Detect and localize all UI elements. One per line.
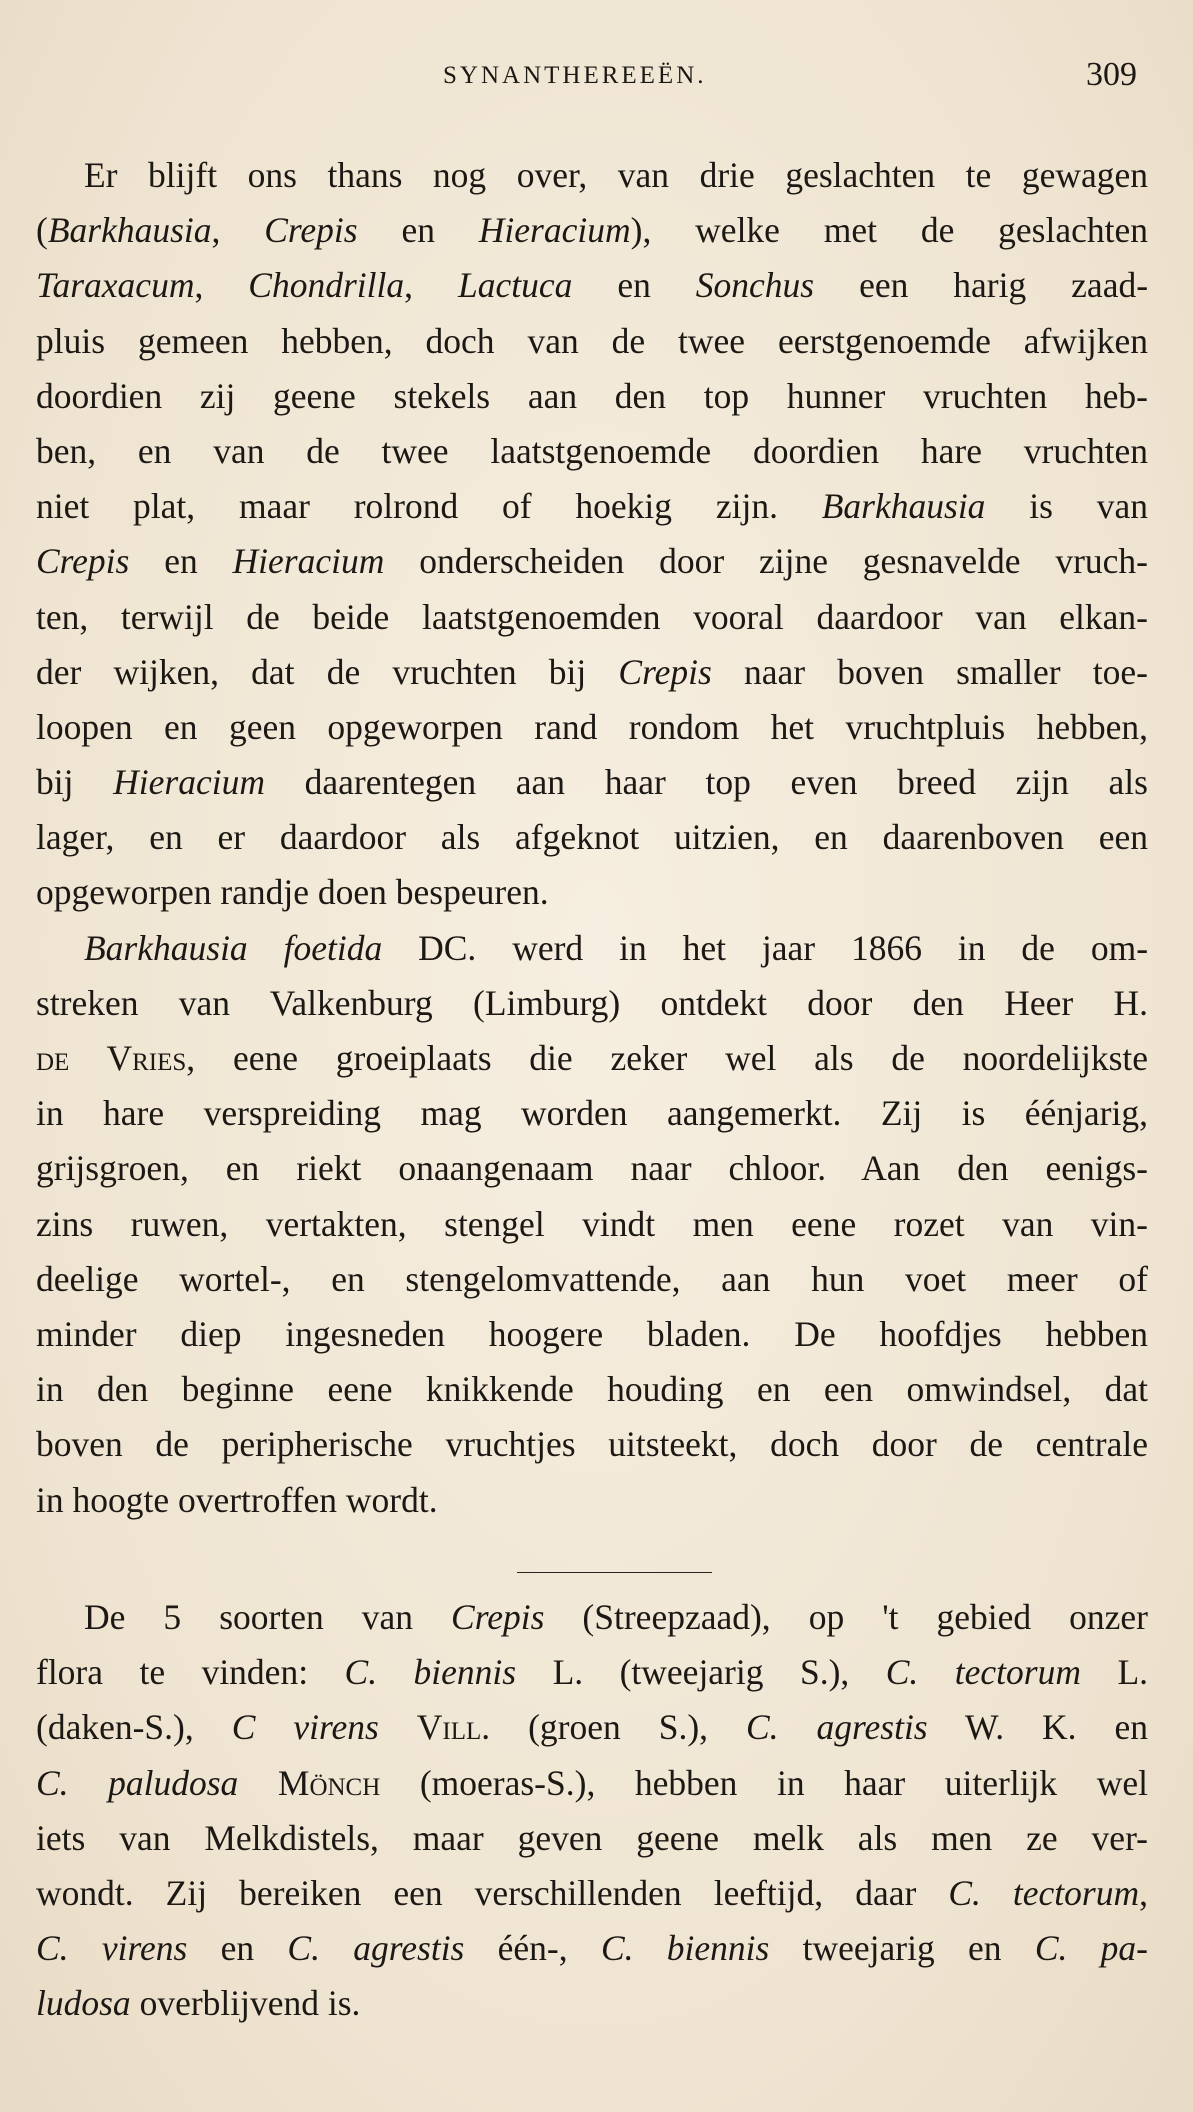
paragraph-3 [36, 1590, 1148, 2032]
page-number: 309 [1086, 56, 1137, 93]
text-line: C. virens en C. agrestis één-, C. biennis tweejarig en C. pa- [36, 1928, 1149, 1969]
text-line: (daken-S.), C virens Vill. (groen S.), C. agrestis W. K. en [36, 1707, 1149, 1748]
text-line: zins ruwen, vertakten, stengel vindt men eene rozet van vin- [36, 1203, 1148, 1244]
text-line: De 5 soorten van Crepis (Streepzaad), op 't gebied onzer [84, 1597, 1148, 1637]
text-line: (Barkhausia, Crepis en Hieracium), welke met de geslachten [36, 210, 1148, 251]
paragraph-2 [36, 921, 1148, 1528]
text-line: in den beginne eene knikkende houding en een omwindsel, dat [36, 1369, 1148, 1410]
text-line: streken van Valkenburg (Limburg) ontdekt door den Heer H. [36, 982, 1148, 1023]
text-line: pluis gemeen hebben, doch van de twee eerstgenoemde afwijken [36, 320, 1148, 361]
text-line: Er blijft ons thans nog over, van drie geslachten te gewagen [84, 155, 1148, 195]
text-line: bij Hieracium daarentegen aan haar top even breed zijn als [36, 762, 1148, 803]
text-line: minder diep ingesneden hoogere bladen. De hoofdjes hebben [36, 1313, 1148, 1354]
text-line: grijsgroen, en riekt onaangenaam naar chloor. Aan den eenigs- [36, 1148, 1148, 1189]
text-line: in hoogte overtroffen wordt. [36, 1479, 438, 1520]
text-line: loopen en geen opgeworpen rand rondom het vruchtpluis hebben, [36, 706, 1148, 747]
text-line: in hare verspreiding mag worden aangemerkt. Zij is éénjarig, [36, 1093, 1148, 1134]
text-line: niet plat, maar rolrond of hoekig zijn. Barkhausia is van [36, 486, 1148, 527]
text-line: lager, en er daardoor als afgeknot uitzien, en daarenboven een [36, 817, 1148, 858]
main-text [36, 148, 1148, 1528]
text-line: opgeworpen randje doen bespeuren. [36, 872, 549, 913]
text-line: iets van Melkdistels, maar geven geene melk als men ze ver- [36, 1817, 1148, 1858]
text-line: doordien zij geene stekels aan den top hunner vruchten heb- [36, 375, 1148, 416]
text-line: flora te vinden: C. biennis L. (tweejarig S.), C. tectorum L. [36, 1652, 1148, 1693]
text-line: der wijken, dat de vruchten bij Crepis naar boven smaller toe- [36, 651, 1148, 692]
text-line: wondt. Zij bereiken een verschillenden leeftijd, daar C. tectorum, [36, 1872, 1148, 1913]
text-line: de Vries, eene groeiplaats die zeker wel als de noordelijkste [36, 1038, 1149, 1078]
text-line: boven de peripherische vruchtjes uitsteekt, doch door de centrale [36, 1424, 1148, 1465]
running-header [0, 58, 1193, 98]
text-line: Crepis en Hieracium onderscheiden door zijne gesnavelde vruch- [36, 541, 1148, 582]
text-line: C. paludosa Mönch (moeras-S.), hebben in haar uiterlijk wel [36, 1762, 1149, 1803]
text-line: ten, terwijl de beide laatstgenoemden vooral daardoor van elkan- [36, 596, 1148, 637]
text-line: ludosa overblijvend is. [36, 1983, 361, 2024]
section-divider [517, 1572, 712, 1573]
text-line: Barkhausia foetida DC. werd in het jaar 1866 in de om- [84, 927, 1149, 968]
crepis-section [36, 1590, 1148, 2032]
text-line: Taraxacum, Chondrilla, Lactuca en Sonchus een harig zaad- [36, 265, 1149, 306]
paragraph-1 [36, 148, 1148, 921]
running-title: SYNANTHEREEËN. [443, 62, 707, 89]
text-line: deelige wortel-, en stengelomvattende, aan hun voet meer of [36, 1258, 1148, 1299]
text-line: ben, en van de twee laatstgenoemde doordien hare vruchten [36, 430, 1148, 471]
